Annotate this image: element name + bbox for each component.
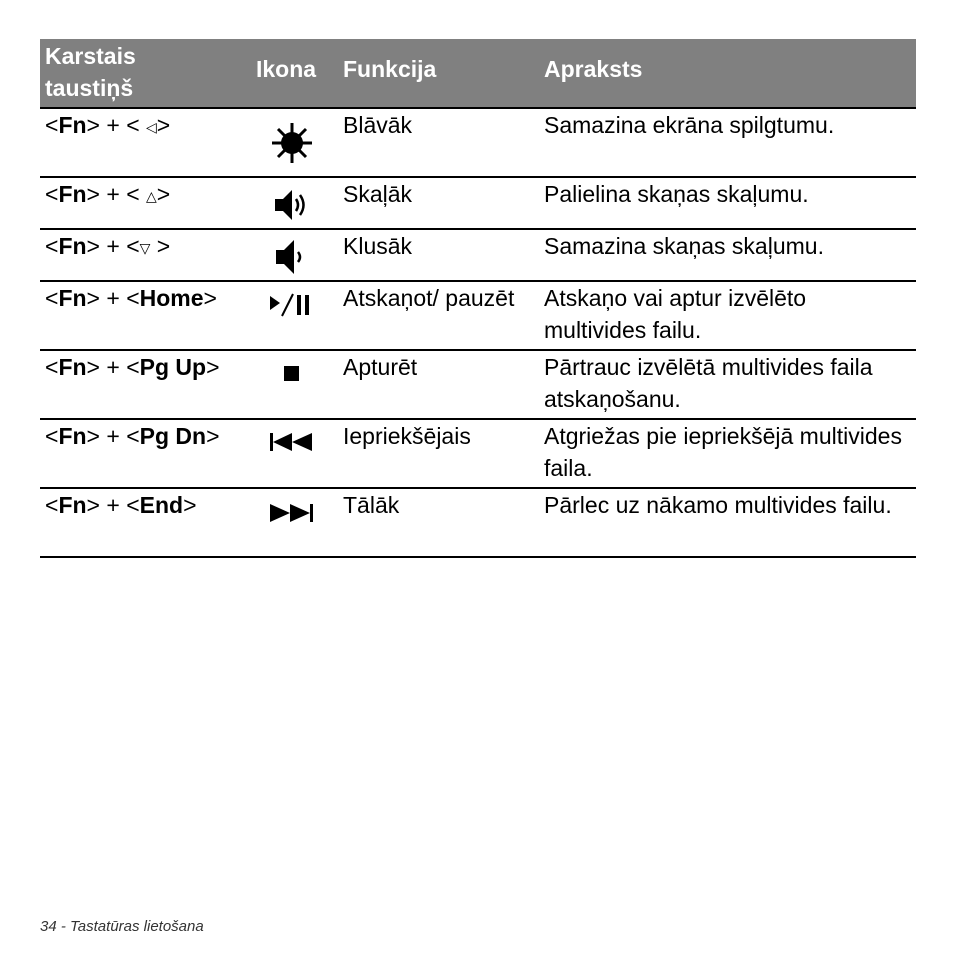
description-cell: Atgriežas pie iepriekšējā multivides faila. bbox=[544, 423, 902, 481]
table-row bbox=[40, 282, 916, 351]
function-cell: Atskaņot/ pauzēt bbox=[343, 285, 515, 311]
volume-down-icon bbox=[268, 237, 316, 277]
previous-track-icon bbox=[268, 431, 316, 453]
table-row bbox=[40, 230, 916, 282]
next-track-icon bbox=[268, 502, 316, 524]
function-cell: Apturēt bbox=[343, 354, 418, 380]
hotkey-cell: <Fn> + < ◁> bbox=[45, 112, 171, 138]
description-cell: Pārlec uz nākamo multivides failu. bbox=[544, 492, 892, 518]
hotkey-cell: <Fn> + < △> bbox=[45, 181, 171, 207]
hotkey-cell: <Fn> + <▽ > bbox=[45, 233, 171, 259]
function-cell: Iepriekšējais bbox=[343, 423, 471, 449]
page-footer: 34 - Tastatūras lietošana bbox=[40, 918, 204, 935]
hotkey-cell: <Fn> + <Home> bbox=[45, 285, 217, 311]
description-cell: Pārtrauc izvēlētā multivides faila atskaņošanu. bbox=[544, 354, 873, 412]
function-cell: Blāvāk bbox=[343, 112, 413, 138]
description-cell: Samazina skaņas skaļumu. bbox=[544, 233, 824, 259]
header-hotkey-line2: taustiņš bbox=[45, 75, 134, 101]
function-cell: Skaļāk bbox=[343, 181, 413, 207]
table-row bbox=[40, 351, 916, 420]
brightness-down-icon bbox=[268, 121, 316, 165]
function-cell: Klusāk bbox=[343, 233, 413, 259]
hotkey-cell: <Fn> + <Pg Dn> bbox=[45, 423, 220, 449]
description-cell: Samazina ekrāna spilgtumu. bbox=[544, 112, 835, 138]
hotkey-cell: <Fn> + <End> bbox=[45, 492, 197, 518]
table-row bbox=[40, 109, 916, 178]
play-pause-icon bbox=[268, 292, 316, 318]
volume-up-icon bbox=[268, 187, 316, 223]
hotkey-table bbox=[40, 39, 916, 558]
header-hotkey-line1: Karstais bbox=[45, 43, 136, 69]
hotkey-cell: <Fn> + <Pg Up> bbox=[45, 354, 220, 380]
table-row bbox=[40, 178, 916, 230]
table-row bbox=[40, 420, 916, 489]
table-row bbox=[40, 489, 916, 558]
description-cell: Atskaņo vai aptur izvēlēto multivides failu. bbox=[544, 285, 807, 343]
header-icon: Ikona bbox=[256, 56, 317, 82]
function-cell: Tālāk bbox=[343, 492, 400, 518]
header-description: Apraksts bbox=[544, 56, 643, 82]
description-cell: Palielina skaņas skaļumu. bbox=[544, 181, 809, 207]
stop-icon bbox=[268, 364, 316, 384]
table-header bbox=[40, 39, 916, 109]
header-function: Funkcija bbox=[343, 56, 437, 82]
header-hotkey bbox=[45, 40, 136, 104]
